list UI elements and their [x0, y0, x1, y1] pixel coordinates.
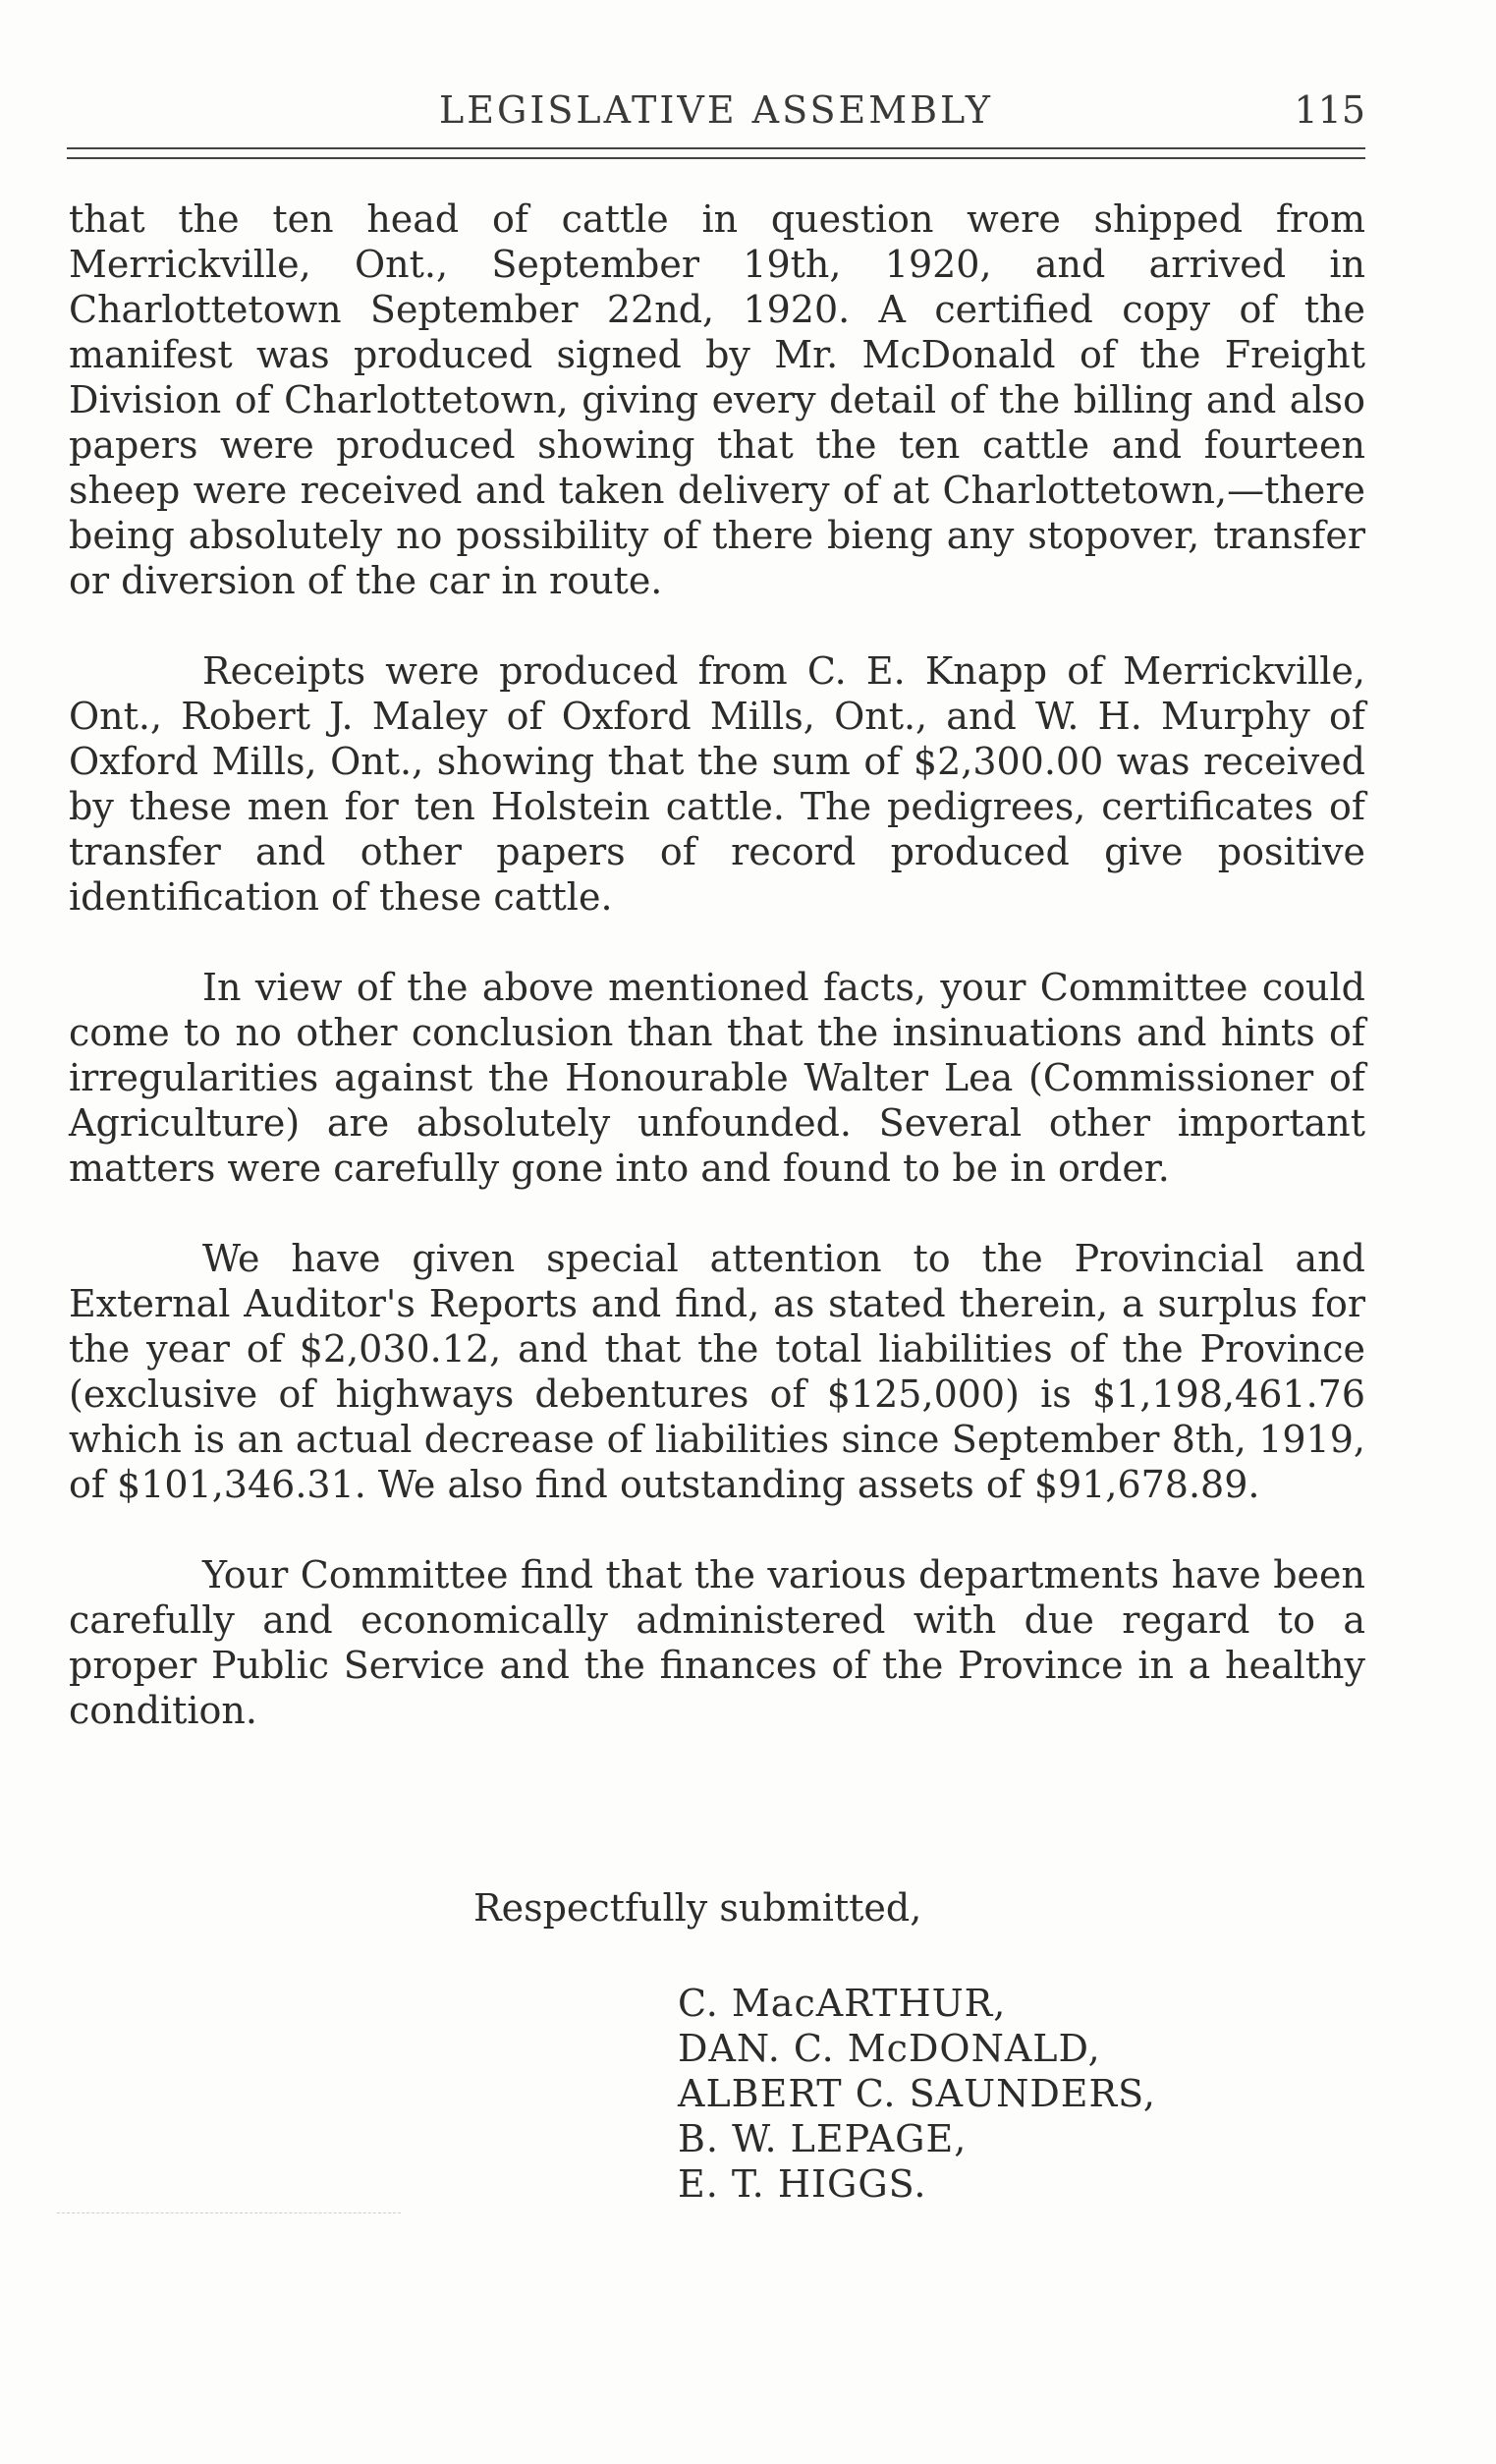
page-number: 115: [1294, 88, 1365, 132]
paragraph-departments: Your Committee find that the various departments have been carefully and economically administered with due regard to a proper Public Service and the finances of the Province in a healthy condition.: [69, 1553, 1365, 1732]
signatory-name: B. W. LEPAGE,: [678, 2117, 968, 2160]
signatory-name: C. MacARTHUR,: [678, 1982, 1007, 2025]
closing-line: Respectfully submitted,: [473, 1886, 922, 1930]
signatory-name: ALBERT C. SAUNDERS,: [678, 2072, 1156, 2115]
signatory-name: E. T. HIGGS.: [678, 2162, 927, 2206]
signatory-name: DAN. C. McDONALD,: [678, 2027, 1101, 2070]
paragraph-conclusion: In view of the above mentioned facts, your Committee could come to no other conclusion than that the insinuations and hints of irregularities against the Honourable Walter Lea (Commissioner of Agriculture) are absolutely unfounded. Several other important matters were carefully gone into and found to be in order.: [69, 966, 1365, 1190]
scan-artifact-line: [57, 2212, 401, 2213]
header-rule-bottom: [67, 157, 1365, 159]
page-header: [67, 88, 1365, 147]
signatory-list: [678, 1981, 1156, 2207]
header-rule-top: [67, 147, 1365, 149]
paragraph-auditor-reports: We have given special attention to the Provincial and External Auditor's Reports and find, as stated therein, a surplus for the year of $2,030.12, and that the total liabilities of the Province (exclusive of highways debentures of $125,000) is $1,198,461.76 which is an actual decrease of liabilities since September 8th, 1919, of $101,346.31. We also find outstanding assets of $91,678.89.: [69, 1237, 1365, 1506]
paragraph-receipts: Receipts were produced from C. E. Knapp of Merrickville, Ont., Robert J. Maley of Oxford Mills, Ont., and W. H. Murphy of Oxford Mills, Ont., showing that the sum of $2,300.00 was received by these men for ten Holstein cattle. The pedigrees, certificates of transfer and other papers of record produced give positive identification of these cattle.: [69, 649, 1365, 919]
body-text: [69, 196, 1365, 1778]
paragraph-cattle-shipment: that the ten head of cattle in question were shipped from Merrickville, Ont., September 19th, 1920, and arrived in Charlottetown September 22nd, 1920. A certified copy of the manifest was produced signed by Mr. McDonald of the Freight Division of Charlottetown, giving every detail of the billing and also papers were produced showing that the ten cattle and fourteen sheep were received and taken delivery of at Charlottetown,—there being absolutely no possibility of there bieng any stopover, transfer or diversion of the car in route.: [69, 197, 1365, 602]
running-title: LEGISLATIVE ASSEMBLY: [439, 88, 993, 132]
